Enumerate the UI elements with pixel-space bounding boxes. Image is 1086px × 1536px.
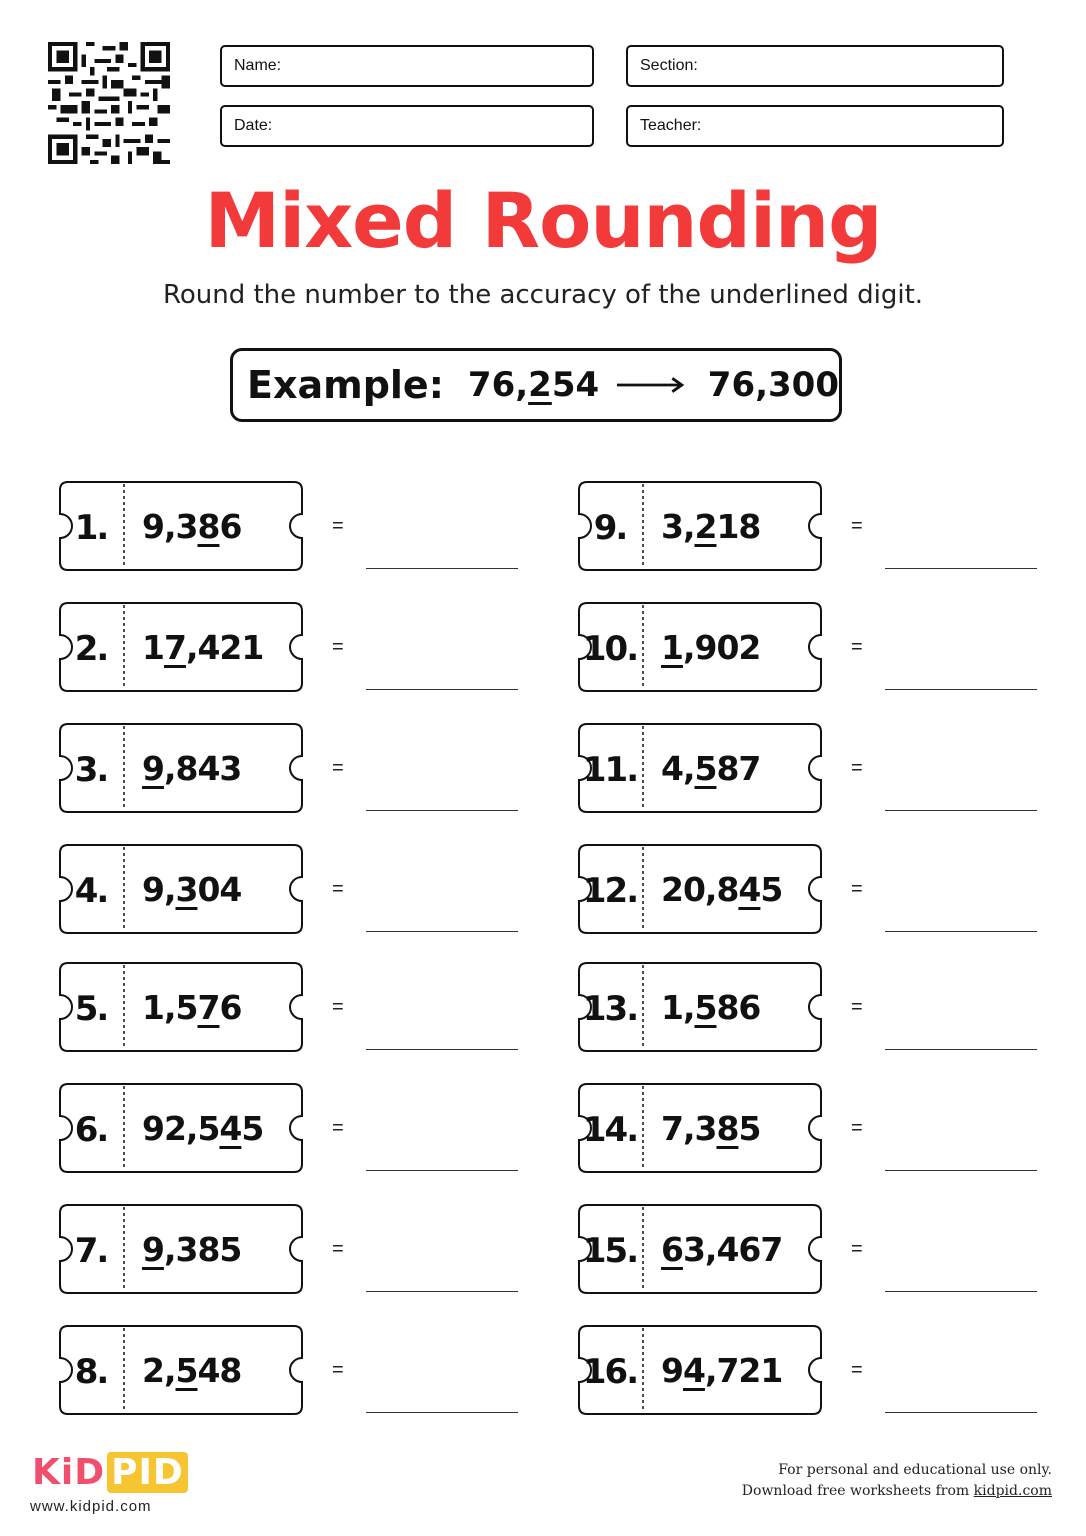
problem-item bbox=[58, 1324, 538, 1416]
problem-number: 5. bbox=[74, 989, 108, 1029]
ticket-box bbox=[58, 480, 304, 572]
problem-item bbox=[58, 843, 538, 935]
answer-line[interactable] bbox=[885, 568, 1037, 569]
problem-item bbox=[58, 480, 538, 572]
problem-item bbox=[577, 961, 1057, 1053]
problem-item bbox=[577, 1082, 1057, 1174]
ticket-box bbox=[577, 1082, 823, 1174]
ticket-box bbox=[577, 1203, 823, 1295]
answer-line[interactable] bbox=[366, 1412, 518, 1413]
ticket-box bbox=[577, 722, 823, 814]
problem-number: 2. bbox=[74, 629, 108, 669]
example-label: Example: bbox=[247, 363, 444, 407]
answer-line[interactable] bbox=[885, 1170, 1037, 1171]
answer-line[interactable] bbox=[885, 1049, 1037, 1050]
answer-line[interactable] bbox=[885, 1291, 1037, 1292]
footer-link[interactable]: kidpid.com bbox=[973, 1483, 1052, 1499]
problem-number: 10. bbox=[582, 629, 638, 669]
problem-item bbox=[58, 1203, 538, 1295]
ticket-box bbox=[58, 722, 304, 814]
problem-value: 94,721 bbox=[661, 1351, 783, 1390]
answer-line[interactable] bbox=[885, 931, 1037, 932]
problem-value: 1,586 bbox=[661, 988, 761, 1027]
ticket-box bbox=[577, 1324, 823, 1416]
problem-item bbox=[577, 480, 1057, 572]
problem-number: 8. bbox=[74, 1352, 108, 1392]
problem-value: 4,587 bbox=[661, 749, 761, 788]
problem-number: 11. bbox=[582, 750, 638, 790]
logo-url: www.kidpid.com bbox=[30, 1498, 152, 1515]
footer-line-2: Download free worksheets from kidpid.com bbox=[741, 1483, 1052, 1499]
instructions: Round the number to the accuracy of the underlined digit. bbox=[162, 280, 924, 310]
problem-item bbox=[58, 1082, 538, 1174]
problem-value: 9,386 bbox=[142, 507, 242, 546]
ticket-box bbox=[58, 1082, 304, 1174]
answer-line[interactable] bbox=[366, 1170, 518, 1171]
problem-number: 4. bbox=[74, 871, 108, 911]
problem-item bbox=[577, 1324, 1057, 1416]
ticket-box bbox=[58, 843, 304, 935]
example-answer: 76,300 bbox=[707, 365, 839, 405]
problem-item bbox=[577, 1203, 1057, 1295]
problem-number: 3. bbox=[74, 750, 108, 790]
equals-sign: = bbox=[851, 878, 863, 900]
problem-value: 92,545 bbox=[142, 1109, 264, 1148]
ticket-box bbox=[577, 601, 823, 693]
problem-value: 9,385 bbox=[142, 1230, 242, 1269]
footer-line-1: For personal and educational use only. bbox=[778, 1462, 1052, 1478]
ticket-box bbox=[58, 1203, 304, 1295]
answer-line[interactable] bbox=[366, 568, 518, 569]
section-field[interactable]: Section: bbox=[626, 45, 1004, 87]
equals-sign: = bbox=[851, 757, 863, 779]
problem-number: 16. bbox=[582, 1352, 638, 1392]
problem-number: 14. bbox=[582, 1110, 638, 1150]
ticket-box bbox=[577, 961, 823, 1053]
equals-sign: = bbox=[851, 996, 863, 1018]
example-box bbox=[230, 348, 842, 422]
equals-sign: = bbox=[332, 757, 344, 779]
problem-value: 20,845 bbox=[661, 870, 783, 909]
problem-value: 9,843 bbox=[142, 749, 242, 788]
problem-item bbox=[58, 601, 538, 693]
kidpid-logo: KiD PID bbox=[32, 1452, 188, 1493]
problem-number: 15. bbox=[582, 1231, 638, 1271]
problem-number: 7. bbox=[74, 1231, 108, 1271]
problem-item bbox=[577, 843, 1057, 935]
name-field[interactable]: Name: bbox=[220, 45, 594, 87]
equals-sign: = bbox=[332, 996, 344, 1018]
ticket-box bbox=[58, 961, 304, 1053]
ticket-box bbox=[58, 1324, 304, 1416]
ticket-box bbox=[58, 601, 304, 693]
equals-sign: = bbox=[332, 636, 344, 658]
problem-number: 1. bbox=[74, 508, 108, 548]
ticket-box bbox=[577, 480, 823, 572]
ticket-box bbox=[577, 843, 823, 935]
problem-value: 7,385 bbox=[661, 1109, 761, 1148]
answer-line[interactable] bbox=[366, 1291, 518, 1292]
problem-value: 17,421 bbox=[142, 628, 264, 667]
equals-sign: = bbox=[332, 515, 344, 537]
page-title: Mixed Rounding bbox=[204, 176, 882, 265]
answer-line[interactable] bbox=[366, 810, 518, 811]
qr-code-icon bbox=[48, 42, 170, 164]
equals-sign: = bbox=[332, 878, 344, 900]
answer-line[interactable] bbox=[366, 931, 518, 932]
equals-sign: = bbox=[851, 1359, 863, 1381]
equals-sign: = bbox=[851, 1117, 863, 1139]
example-given: 76,254 bbox=[467, 365, 600, 405]
problem-value: 63,467 bbox=[661, 1230, 783, 1269]
equals-sign: = bbox=[332, 1117, 344, 1139]
date-field[interactable]: Date: bbox=[220, 105, 594, 147]
answer-line[interactable] bbox=[885, 810, 1037, 811]
problem-value: 9,304 bbox=[142, 870, 242, 909]
problem-value: 1,576 bbox=[142, 988, 242, 1027]
equals-sign: = bbox=[851, 1238, 863, 1260]
answer-line[interactable] bbox=[885, 689, 1037, 690]
answer-line[interactable] bbox=[366, 1049, 518, 1050]
problem-item bbox=[577, 722, 1057, 814]
problem-number: 9. bbox=[593, 508, 627, 548]
problem-value: 2,548 bbox=[142, 1351, 242, 1390]
answer-line[interactable] bbox=[885, 1412, 1037, 1413]
equals-sign: = bbox=[851, 515, 863, 537]
equals-sign: = bbox=[851, 636, 863, 658]
problem-item bbox=[58, 722, 538, 814]
problem-value: 1,902 bbox=[661, 628, 761, 667]
problem-value: 3,218 bbox=[661, 507, 761, 546]
equals-sign: = bbox=[332, 1359, 344, 1381]
answer-line[interactable] bbox=[366, 689, 518, 690]
problem-number: 6. bbox=[74, 1110, 108, 1150]
teacher-field[interactable]: Teacher: bbox=[626, 105, 1004, 147]
arrow-right-icon bbox=[617, 375, 686, 395]
equals-sign: = bbox=[332, 1238, 344, 1260]
problem-number: 13. bbox=[582, 989, 638, 1029]
problem-number: 12. bbox=[582, 871, 638, 911]
problem-item bbox=[58, 961, 538, 1053]
problem-item bbox=[577, 601, 1057, 693]
